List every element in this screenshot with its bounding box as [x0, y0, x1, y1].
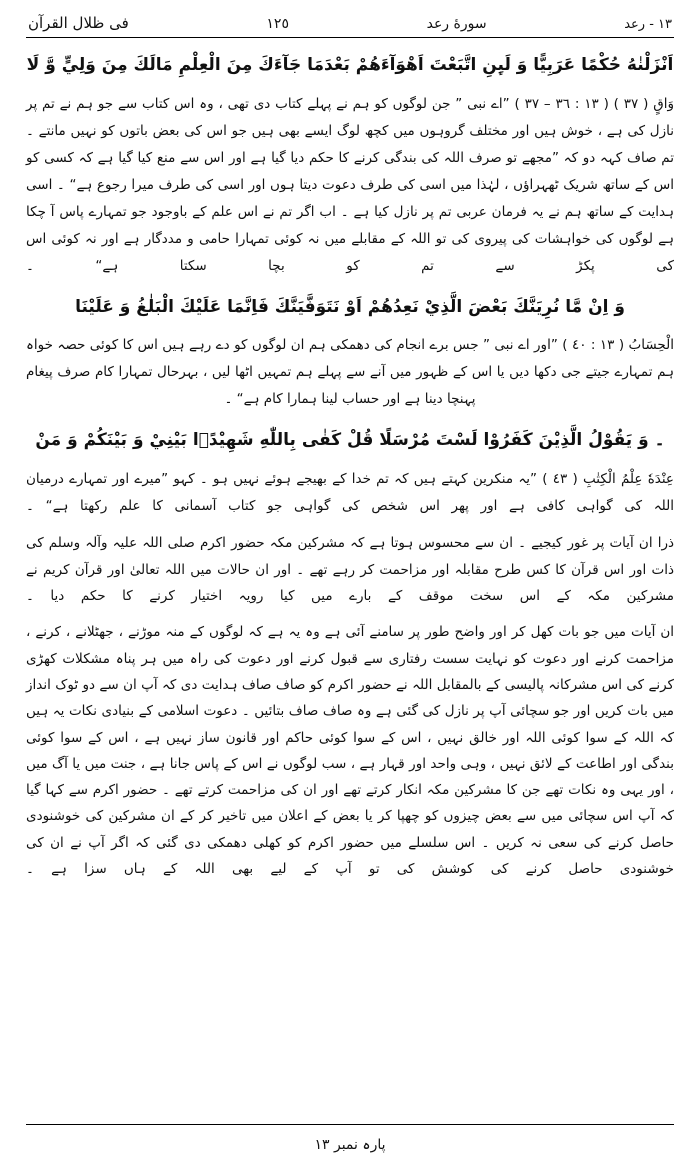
paragraph-3-lead [26, 466, 674, 520]
header-page-number: ١٢٥ [266, 16, 289, 32]
footer-divider [26, 1124, 674, 1125]
page-header [26, 14, 674, 38]
header-surah-name: سورۀ رعد [426, 16, 487, 32]
quran-verse-1: اَنْزَلْنٰهُ حُكْمًا عَرَبِيًّا وَ لَىِٕنِ اتَّبَعْتَ اَهْوَآءَهُمْ بَعْدَمَا جَآءَكَ مِنَ الْعِلْمِ مَالَكَ مِنَ وَلِيٍّ وَّ لَا [26, 54, 674, 75]
paragraph-3-text: ( ٤٣ ) ”یہ منکرین کہتے ہیں کہ تم خدا کے بھیجے ہوئے نہیں ہو ۔ کہو ”میرے اور تمہارے درمیان اللہ کی گواہی کافی ہے اور پھر اس شخص کی گواہی جو کتاب آسمانی کا علم رکھتا ہے“ ۔ [26, 471, 674, 515]
header-book-title: فی ظلال القرآن [28, 14, 129, 32]
quran-verse-2-continuation: الْحِسَابُ [628, 337, 674, 354]
page-content [26, 48, 674, 883]
header-surah-number: ١٣ - رعد [624, 17, 672, 32]
quran-verse-1-continuation: وَاقٍ [653, 95, 674, 112]
page-footer: پارہ نمبر ١٣ [314, 1137, 386, 1153]
paragraph-5: ان آیات میں جو بات کھل کر اور واضح طور پر سامنے آئی ہے وہ یہ ہے کہ لوگوں کے منہ موڑنے ، جھٹلانے ، کرنے ، مزاحمت کرنے اور دعوت کو نہایت سست رفتاری سے قبول کرنے اور دعوت کی راہ میں ہر پناہ مشکلات کھڑی کرنے کی اس مشرکانہ پالیسی کے بالمقابل اللہ نے حضور اکرم کو صاف صاف ہدایت دی کہ آپ ان سے دو ٹوک انداز میں بات کریں اور جو سچائی آپ پر نازل کی گئی ہے وہ صاف صاف بتائیں ۔ دعوت اسلامی کے بنیادی نکات یہ ہیں کہ اللہ کے سوا کوئی اللہ اور خالق نہیں ، اس کے سوا کوئی حاکم اور قانون ساز نہیں ہے ، اس کے سوا کوئی بندگی اور اطاعت کے لائق نہیں ، وہی واحد اور قہار ہے ، سب لوگوں نے اس کے پاس جانا ہے ، جنت میں یا آگ میں ، اور یہی وہ نکات تھے جن کا مشرکین مکہ انکار کرتے تھے اور ان کی مزاحمت کرتے تھے ۔ حضور اکرم سے کہا گیا کہ آپ اس سچائی میں سے بعض چیزوں کو چھپا کر یا بعض کے اعلان میں تاخیر کر کے ان مشرکین کی خوشنودی حاصل کرنے کی سعی نہ کریں ۔ اس سلسلے میں حضور اکرم کو کھلی دھمکی دی گئی کہ اگر آپ نے ان کی خوشنودی حاصل کرنے کی کوشش کی تو آپ کے لیے بھی اللہ کے ہاں سزا ہے ۔ [26, 624, 674, 878]
verse-bullet: ۔ [654, 430, 665, 451]
quran-verse-3-text: وَ يَقُوْلُ الَّذِيْنَ كَفَرُوْا لَسْتَ مُرْسَلًا قُلْ كَفٰى بِاللّٰهِ شَهِيْدًۢا بَيْنِيْ وَ بَيْنَكُمْ وَ مَنْ [35, 430, 649, 451]
quran-verse-2: وَ اِنْ مَّا نُرِيَنَّكَ بَعْضَ الَّذِيْ نَعِدُهُمْ اَوْ نَتَوَفَّيَنَّكَ فَاِنَّمَا عَلَيْكَ الْبَلٰغُ وَ عَلَيْنَا [75, 296, 625, 317]
quran-verse-3 [26, 423, 674, 458]
paragraph-1-lead [26, 91, 674, 280]
quran-verse-3-continuation: عِنْدَهٗ عِلْمُ الْكِتٰبِ [583, 471, 674, 488]
paragraph-2-text: ( ١٣ : ٤٠ ) ”اور اے نبی ” جس برے انجام کی دھمکی ہم ان لوگوں کو دے رہے ہیں اس کا کوئی حصہ خواہ ہم تمہارے جیتے جی دکھا دیں یا اس کے ظہور میں آنے سے پہلے ہم تمہیں اٹھا لیں ، بہرحال تمہارا کام صرف پیغام پہنچا دینا ہے اور حساب لینا ہمارا کام ہے“ ۔ [26, 337, 674, 408]
paragraph-4: ذرا ان آیات پر غور کیجیے ۔ ان سے محسوس ہوتا ہے کہ مشرکین مکہ حضور اکرم صلی اللہ علیہ وآلہ وسلم کی ذات اور اس قرآن کا کس طرح مقابلہ اور مزاحمت کر رہے تھے ۔ اور ان حالات میں اللہ تعالیٰ اور قرآن کریم نے مشرکین مکہ کے اس سخت موقف کے بارے میں کیا رویہ اختیار کرنے کا حکم دیا ۔ [26, 535, 674, 604]
paragraph-2-lead [26, 332, 674, 413]
paragraph-1-text: ( ٣٧ ) ( ١٣ : ٣٦ – ٣٧ ) ”اے نبی ” جن لوگوں کو ہم نے پہلے کتاب دی تھی ، وہ اس کتاب سے جو ہم نے تم پر نازل کی ہے ، خوش ہیں اور مختلف گروہوں میں کچھ لوگ ایسے بھی ہیں جو اس کی بعض باتوں کو نہیں مانتے ۔ تم صاف کہہ دو کہ ”مجھے تو صرف اللہ کی بندگی کرنے کا حکم دیا گیا ہے اور اس سے منع کیا گیا ہے کہ کسی کو اس کے ساتھ شریک ٹھہراؤں ، لہٰذا میں اسی کی طرف دعوت دیتا ہوں اور اسی کی طرف میرا رجوع ہے“ ۔ اسی ہدایت کے ساتھ ہم نے یہ فرمان عربی تم پر نازل کیا ہے ۔ اب اگر تم نے اس علم کے باوجود جو تمہارے پاس آ چکا ہے لوگوں کی خواہشات کی پیروی کی تو اللہ کے مقابلے میں نہ کوئی تمہارا حامی و مددگار ہے اور نہ کوئی اس کی پکڑ سے تم کو بچا سکتا ہے“ ۔ [26, 95, 674, 274]
